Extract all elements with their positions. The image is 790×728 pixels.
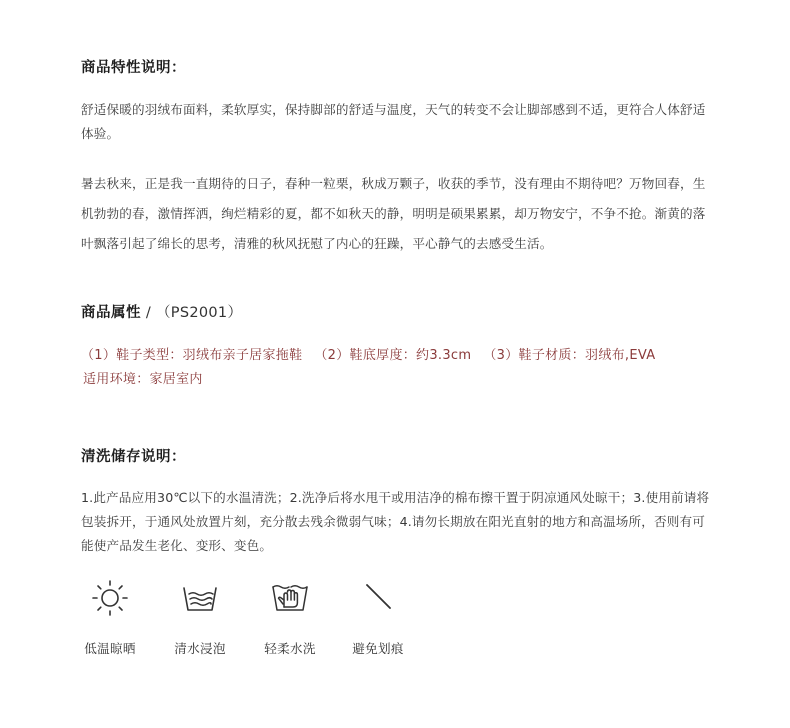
care-paragraph: 1.此产品应用30℃以下的水温清洗；2.洗净后将水甩干或用洁净的棉布擦干置于阴凉通风处晾干；3.使用前请将包装拆开，于通风处放置片刻，充分散去残余微弱气味；4.请勿长期放在阳光直射的地方和高温场所，否则有可能使产品发生老化、变形、变色。	[81, 490, 710, 553]
features-title: 商品特性说明：	[81, 60, 186, 76]
care-title: 清洗储存说明：	[81, 449, 186, 465]
hand-wash-icon	[270, 578, 310, 618]
attributes-title-text: 商品属性	[81, 305, 141, 321]
wash-tub-icon	[180, 578, 220, 618]
care-label-low-temp-dry: 低温晾晒	[84, 641, 136, 656]
attributes-list	[81, 344, 731, 392]
attribute-material: （3）鞋子材质：羽绒布,EVA	[483, 348, 656, 363]
attributes-title	[81, 301, 242, 322]
sun-icon	[90, 578, 130, 618]
care-label-avoid-scratch: 避免划痕	[352, 641, 404, 656]
care-item-low-temp-dry	[70, 578, 150, 657]
care-item-gentle-wash	[250, 578, 330, 657]
care-item-avoid-scratch	[338, 578, 418, 657]
attribute-shoe-type: （1）鞋子类型：羽绒布亲子居家拖鞋	[81, 348, 303, 363]
care-item-soak	[160, 578, 240, 657]
attributes-line-2	[81, 368, 731, 392]
attribute-sole-thickness: （2）鞋底厚度：约3.3cm	[314, 348, 472, 363]
attribute-environment: 适用环境：家居室内	[83, 372, 203, 387]
care-label-soak: 清水浸泡	[174, 641, 226, 656]
features-paragraph-2: 暑去秋来，正是我一直期待的日子，春种一粒栗，秋成万颗子，收获的季节，没有理由不期待吧？万物回春，生机勃勃的春，激情挥洒，绚烂精彩的夏，都不如秋天的静，明明是硕果累累，却万物安宁，不争不抢。渐黄的落叶飘落引起了绵长的思考，清雅的秋风抚慰了内心的狂躁，平心静气的去感受生活。	[81, 176, 706, 251]
attributes-code: / （PS2001）	[141, 305, 243, 321]
care-label-gentle-wash: 轻柔水洗	[264, 641, 316, 656]
care-icons-row	[70, 578, 470, 658]
features-paragraph-1: 舒适保暖的羽绒布面料，柔软厚实，保持脚部的舒适与温度，天气的转变不会让脚部感到不适，更符合人体舒适体验。	[81, 102, 706, 141]
slash-icon	[358, 578, 398, 618]
attributes-line-1	[81, 344, 731, 368]
